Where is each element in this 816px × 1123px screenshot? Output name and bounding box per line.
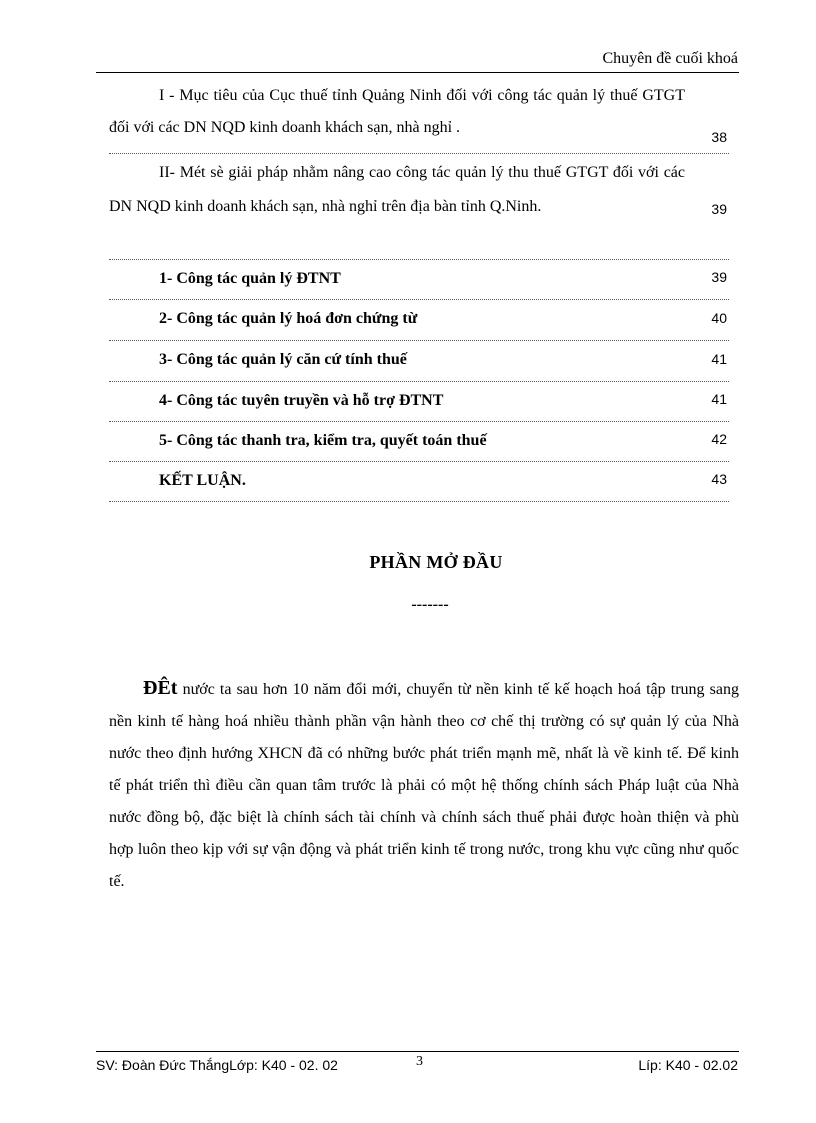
- section-title: PHẦN MỞ ĐẦU: [369, 552, 503, 572]
- toc-entry-text: 3- Công tác quản lý căn cứ tính thuế: [159, 351, 407, 368]
- footer-rule: [96, 1051, 739, 1052]
- toc-page-number: 41: [711, 391, 727, 407]
- toc-entry-text: 1- Công tác quản lý ĐTNT: [159, 270, 341, 287]
- toc-page-number: 39: [711, 269, 727, 285]
- intro-paragraph: [109, 672, 739, 898]
- toc-row[interactable]: [109, 382, 729, 422]
- toc-page-number: 41: [711, 351, 727, 367]
- toc-page-number: 38: [711, 129, 727, 145]
- toc-entry-text: 2- Công tác quản lý hoá đơn chứng từ: [159, 310, 418, 327]
- header-title: Chuyên đề cuối khoá: [602, 50, 738, 67]
- footer-student: SV: Đoàn Đức ThắngLớp: K40 - 02. 02: [96, 1057, 338, 1073]
- toc-entry-text: 4- Công tác tuyên truyền và hỗ trợ ĐTNT: [159, 392, 444, 409]
- toc-row[interactable]: [109, 341, 729, 382]
- toc-entry-text: 5- Công tác thanh tra, kiểm tra, quyết toán thuế: [159, 432, 487, 449]
- intro-body: nước ta sau hơn 10 năm đổi mới, chuyển từ nền kinh tế kế hoạch hoá tập trung sang nền kinh tế hàng hoá nhiều thành phần vận hành theo cơ chế thị trường có sự quản lý của Nhà nước theo định hướng XHCN đã có những bước phát triển mạnh mẽ, nhất là về kinh tế. Để kinh tế phát triển thì điều cần quan tâm trước là phải có một hệ thống chính sách Pháp luật của Nhà nước đồng bộ, đặc biệt là chính sách tài chính và chính sách thuế phải được hoàn thiện và phù hợp luôn theo kịp với sự vận động và phát triển kinh tế trong nước, trong khu vực cũng như quốc tế.: [109, 681, 739, 890]
- toc-page-number: 42: [711, 431, 727, 447]
- toc-row[interactable]: [109, 300, 729, 341]
- toc-entry-text: II- Mét sè giải pháp nhằm nâng cao công tác quản lý thu thuế GTGT đối với các DN NQD kinh doanh khách sạn, nhà nghỉ trên địa bàn tỉnh Q.Ninh.: [109, 164, 685, 215]
- toc-page-number: 39: [711, 201, 727, 217]
- footer-class: Líp: K40 - 02.02: [638, 1057, 738, 1073]
- header-rule: [96, 72, 739, 73]
- toc-row[interactable]: [109, 462, 729, 502]
- toc-row[interactable]: [109, 422, 729, 462]
- section-divider: -------: [411, 596, 449, 613]
- toc-row[interactable]: [109, 154, 729, 260]
- toc-page-number: 43: [711, 471, 727, 487]
- intro-first-word: ĐÊt: [143, 677, 178, 699]
- toc-entry-text: KẾT LUẬN.: [159, 472, 246, 489]
- footer-page-number: 3: [416, 1054, 423, 1069]
- toc-row[interactable]: [109, 260, 729, 300]
- table-of-contents: [109, 80, 729, 502]
- toc-entry-text: I - Mục tiêu của Cục thuế tỉnh Quảng Ninh đối với công tác quản lý thuế GTGT đối với các DN NQD kinh doanh khách sạn, nhà nghỉ .: [109, 87, 685, 136]
- toc-page-number: 40: [711, 310, 727, 326]
- toc-row[interactable]: [109, 80, 729, 154]
